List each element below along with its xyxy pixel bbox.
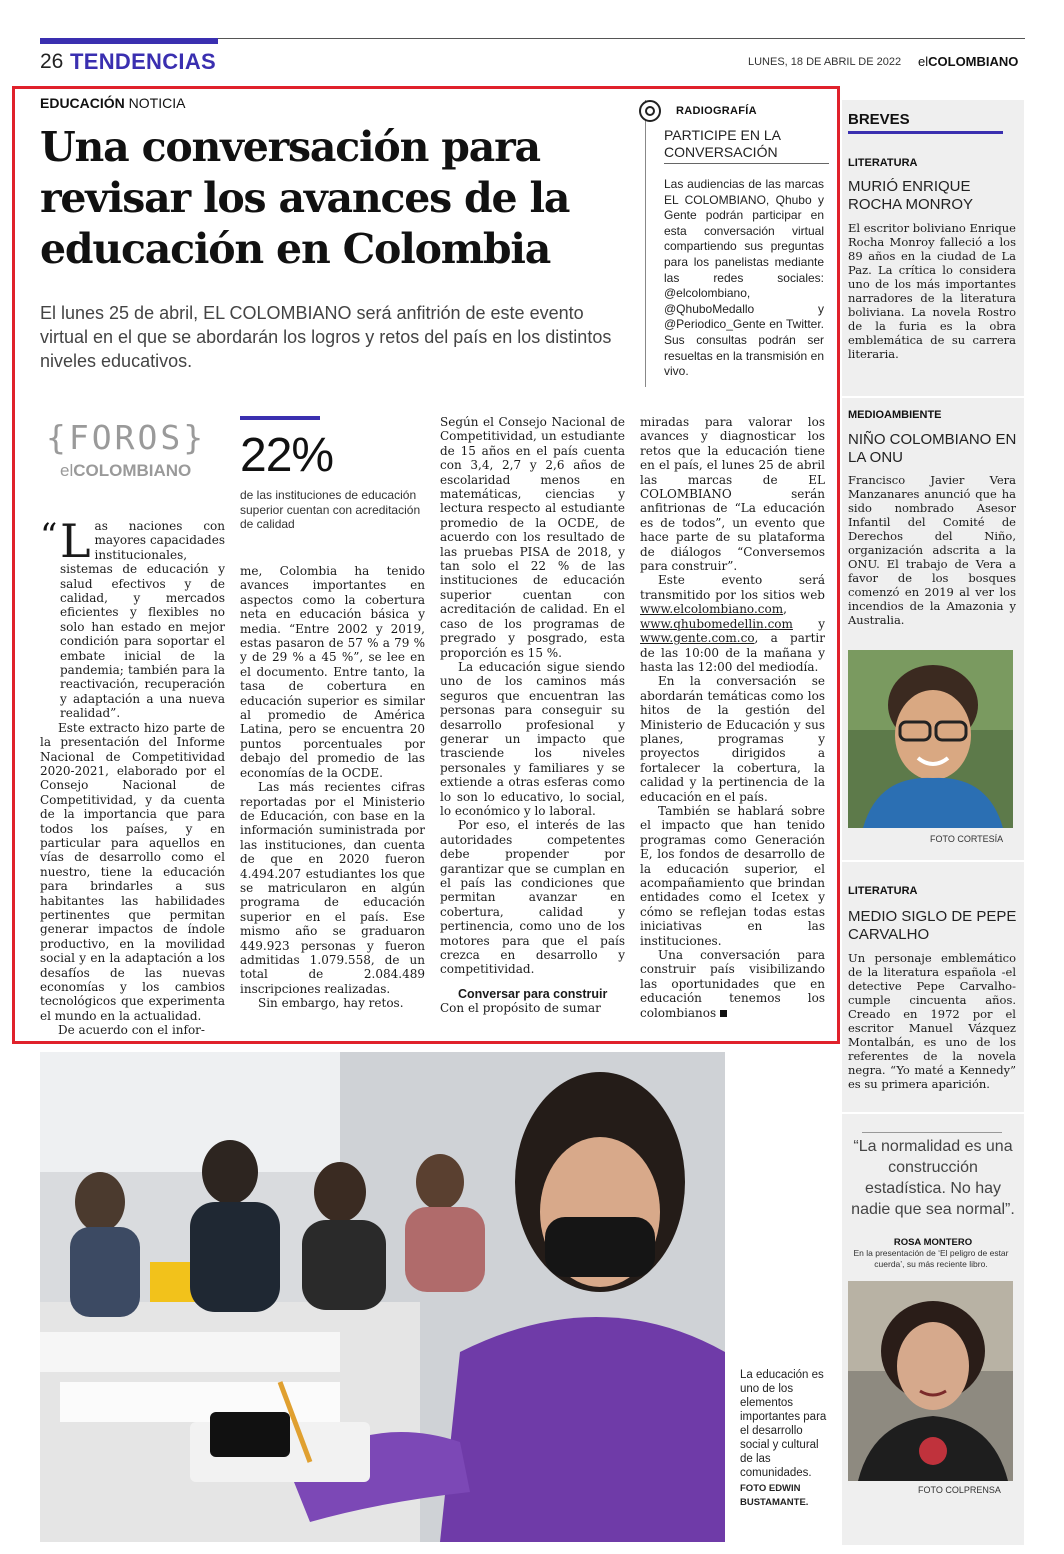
stat-accent-bar xyxy=(240,416,320,420)
foros-brand-name: COLOMBIANO xyxy=(73,461,192,480)
boy-portrait-photo xyxy=(848,650,1013,828)
dateline: LUNES, 18 DE ABRIL DE 2022 xyxy=(748,56,902,68)
sidebar-header: BREVES xyxy=(848,111,910,128)
brief-2-kicker: MEDIOAMBIENTE xyxy=(848,409,942,421)
quote-rule xyxy=(862,1132,1002,1133)
brief-2-title: NIÑO COLOMBIANO EN LA ONU xyxy=(848,431,1017,466)
column-4-paragraph-2-end: , a partir de las 10:00 de la mañana y hasta las 12:00 del mediodía. xyxy=(640,631,825,674)
sidebar-divider xyxy=(842,396,1024,398)
article-column-4 xyxy=(640,415,825,1020)
quote-source: En la presentación de ‘El peligro de estar cuerda’, su más reciente libro. xyxy=(853,1248,1009,1269)
column-1-paragraph xyxy=(40,514,225,721)
brief-3-title: MEDIO SIGLO DE PEPE CARVALHO xyxy=(848,908,1017,943)
link-gente[interactable]: www.gente.com.co xyxy=(640,631,755,646)
classroom-photo xyxy=(40,1052,725,1542)
column-1-paragraph-3: De acuerdo con el infor- xyxy=(58,1023,205,1038)
column-3-paragraph-3: Por eso, el interés de las autoridades competentes debe propender por garantizar que se cumplan en el país las condiciones que permitan avanzar en cobertura, calidad y pertinencia, como uno de los motores para que el país crezca en desarrollo y competitividad. xyxy=(440,818,625,977)
main-photo-credit: FOTO EDWIN BUSTAMANTE. xyxy=(740,1483,809,1508)
column-4-paragraph-5-text: Una conversación para construir país visibilizando las oportunidades que en educación tenemos los colombianos xyxy=(640,948,825,1020)
column-3-subhead: Conversar para construir xyxy=(458,986,608,1001)
column-2-paragraph-1: me, Colombia ha tenido avances importantes en aspectos como la cobertura neta en educación básica y media. “Entre 2002 y 2019, estas pasaron de 57 % a 79 % y de 29 % a 45 %”, se lee en el documento. Entre tanto, la tasa de cobertura en educación superior es similar al promedio de América Latina, pero se encuentra 20 puntos porcentuales por debajo del promedio de las economías de la OCDE. xyxy=(240,564,425,780)
main-photo-caption-text: La educación es uno de los elementos importantes para el desarrollo social y cultural de las comunidades. xyxy=(740,1369,827,1479)
column-4-paragraph-1: miradas para valorar los avances y diagnosticar los retos que la educación tiene en el país, el lunes 25 de abril las marcas de EL COLOMBIANO serán anfitrionas de “La educación es de todos”, un evento que hace parte de su plataforma de diálogos “Conversemos para construir”. xyxy=(640,415,825,574)
brand-prefix: el xyxy=(918,54,929,69)
magnifier-icon xyxy=(639,100,661,122)
brief-2-body: Francisco Javier Vera Manzanares anunció que ha sido nombrado Asesor Infantil del Comité de Derechos del Niño, organización adscrita a la ONU. El trabajo de Vera a favor de los bosques comenzó en 2019 al ver los incendios de la Amazonia y Australia. xyxy=(848,473,1016,627)
brand-name: COLOMBIANO xyxy=(928,54,1019,69)
radiografia-label: RADIOGRAFÍA xyxy=(676,105,757,117)
radiografia-title: PARTICIPE EN LA CONVERSACIÓN xyxy=(664,127,781,160)
column-2-paragraph-3: Sin embargo, hay retos. xyxy=(258,996,404,1011)
column-4-paragraph-2: Este evento será transmitido por los sitios web www.elcolombiano.com, www.qhubomedellin.com y www.gente.com.co, a partir de las 10:00 de la mañana y hasta las 12:00 del mediodía. xyxy=(640,573,825,674)
column-2-paragraph-2: Las más recientes cifras reportadas por el Ministerio de Educación, con base en la información suministrada por las instituciones, dan cuenta de que en 2020 fueron 4.494.207 estudiantes los que se matricularon en algún programa de educación superior en el país. Ese mismo año se graduaron 449.923 personas y fueron admitidas 1.079.558, de un total de 2.084.489 inscripciones realizadas. xyxy=(240,780,425,996)
column-4-and: y xyxy=(818,616,825,631)
main-photo-caption xyxy=(740,1368,830,1510)
kicker-type: NOTICIA xyxy=(128,95,186,111)
article-dek: El lunes 25 de abril, EL COLOMBIANO será anfitrión de este evento virtual en el que se abordarán los logros y retos del país en los distintos niveles educativos. xyxy=(40,303,612,371)
column-1-paragraph-1-text: as naciones con mayores capacidades institucionales, sistemas de educación y salud efectivos y de calidad, y mercados eficientes y flexibles no solo han estado en mejor condición para soportar el embate inicial de la pandemia; también para la reactivación, recuperación y adaptación a una nueva realidad”. xyxy=(60,519,225,721)
brief-1-kicker: LITERATURA xyxy=(848,157,918,169)
article-column-2 xyxy=(240,564,425,1011)
radiografia-rule xyxy=(664,163,829,164)
column-4-paragraph-3: En la conversación se abordarán temáticas como los hitos de la gestión del Ministerio de Educación y sus planes, programas y proyectos dirigidos a fortalecer la cobertura, la calidad y la pertinencia de la educación en el país. xyxy=(640,674,825,804)
masthead-brand xyxy=(918,54,1018,69)
opening-quote-mark: “ xyxy=(40,516,58,556)
brief-2-photo-credit: FOTO CORTESÍA xyxy=(930,834,1004,844)
foros-brand-prefix: el xyxy=(60,461,74,480)
brief-3-kicker: LITERATURA xyxy=(848,885,918,897)
column-4-paragraph-5 xyxy=(640,948,825,1020)
foros-logo: {FOROS} xyxy=(46,418,207,457)
brief-1-title: MURIÓ ENRIQUE ROCHA MONROY xyxy=(848,178,974,213)
column-4-paragraph-4: También se hablará sobre el impacto que han tenido programas como Generación E, los fondos de desarrollo de la educación superior, el acompañamiento que brindan entidades como el Icetex y cómo se reflejan todas estas iniciativas en las instituciones. xyxy=(640,803,825,948)
column-1-paragraph-2: Este extracto hizo parte de la presentación del Informe Nacional de Competitividad 2020-2021, elaborado por el Consejo Nacional de Competitividad, y da cuenta de la importancia que para todos los países, y en particular para aquellos en vías de desarrollo como el nuestro, tiene la educación para brindarles a sus habitantes las habilidades pertinentes que permitan generar impactos de índole productivo, en la movilidad social y en la adaptación a los desafíos de las nuevas economías y los cambios tecnológicos que experimenta el mundo en la actualidad. xyxy=(40,720,225,1023)
article-kicker xyxy=(40,95,185,111)
sidebar-divider xyxy=(842,860,1024,862)
sidebar-header-rule xyxy=(848,131,1003,134)
sidebar-divider xyxy=(842,1112,1024,1114)
end-mark-icon xyxy=(720,1010,727,1017)
section-accent-bar xyxy=(40,38,218,44)
column-3-paragraph-2: La educación sigue siendo uno de los caminos más seguros que encuentran las personas para conseguir su desarrollo profesional y generar un impacto que trasciende los niveles personales y familiares y se extiende a otras esferas como lo son lo educativo, lo social, lo económico y lo laboral. xyxy=(440,659,625,818)
dropcap: L xyxy=(60,514,91,568)
section-name: TENDENCIAS xyxy=(70,49,217,74)
stat-label: de las instituciones de educación superior cuentan con acreditación de calidad xyxy=(240,488,421,531)
article-headline: Una conversación para revisar los avances de la educación en Colombia xyxy=(40,123,570,273)
link-elcolombiano[interactable]: www.elcolombiano.com xyxy=(640,602,784,617)
article-column-1 xyxy=(40,514,225,1038)
author-portrait-photo xyxy=(848,1281,1013,1481)
column-4-paragraph-2-start: Este evento será transmitido por los sitios web xyxy=(640,573,825,602)
radiografia-box xyxy=(645,100,830,387)
kicker-section: EDUCACIÓN xyxy=(40,95,125,111)
quote-author: ROSA MONTERO xyxy=(893,1237,973,1248)
foros-brand xyxy=(60,461,191,481)
column-3-paragraph-4: Con el propósito de sumar xyxy=(440,1001,601,1016)
article-column-3 xyxy=(440,415,625,1016)
page-number: 26 xyxy=(40,50,64,73)
radiografia-body: Las audiencias de las marcas EL COLOMBIANO, Qhubo y Gente podrán participar en esta conversación virtual compartiendo sus preguntas para los panelistas mediante las redes sociales: @elcolombiano, @QhuboMedallo y @Periodico_Gente en Twitter. Sus consultas podrán ser resueltas en la transmisión en vivo. xyxy=(664,177,824,379)
brief-1-body: El escritor boliviano Enrique Rocha Monroy falleció a los 89 años en la ciudad de La Paz. La crítica lo considera uno de los más importantes narradores de la literatura boliviana. La novela Rostro de la furia es la obra emblemática de su carrera literaria. xyxy=(848,221,1016,361)
link-qhubomedellin[interactable]: www.qhubomedellin.com xyxy=(640,616,793,631)
pull-quote: “La normalidad es una construcción estadística. No hay nadie que sea normal”. xyxy=(851,1138,1015,1218)
column-3-paragraph-1: Según el Consejo Nacional de Competitividad, un estudiante de 15 años en el país cuenta con 3,4, 2,7 y 2,6 años de escolaridad menos en matemáticas, ciencias y lectura respecto al estudiante promedio de la OCDE, de acuerdo con los resultado de las pruebas PISA de 2018, y tan solo el 22 % de las instituciones de educación superior cuentan con acreditación de calidad. En el caso de los programas de pregrado y posgrado, esta proporción es 15 %. xyxy=(440,415,625,660)
brief-3-body: Un personaje emblemático de la literatura española -el detective Pepe Carvalho- cumple cincuenta años. Creado en 1972 por el escritor Manuel Vázquez Montalbán, es uno de los referentes de la novela negra. “Yo maté a Kennedy” es su primera aparición. xyxy=(848,951,1016,1091)
quote-photo-credit: FOTO COLPRENSA xyxy=(918,1485,1001,1495)
stat-value: 22% xyxy=(240,429,334,482)
